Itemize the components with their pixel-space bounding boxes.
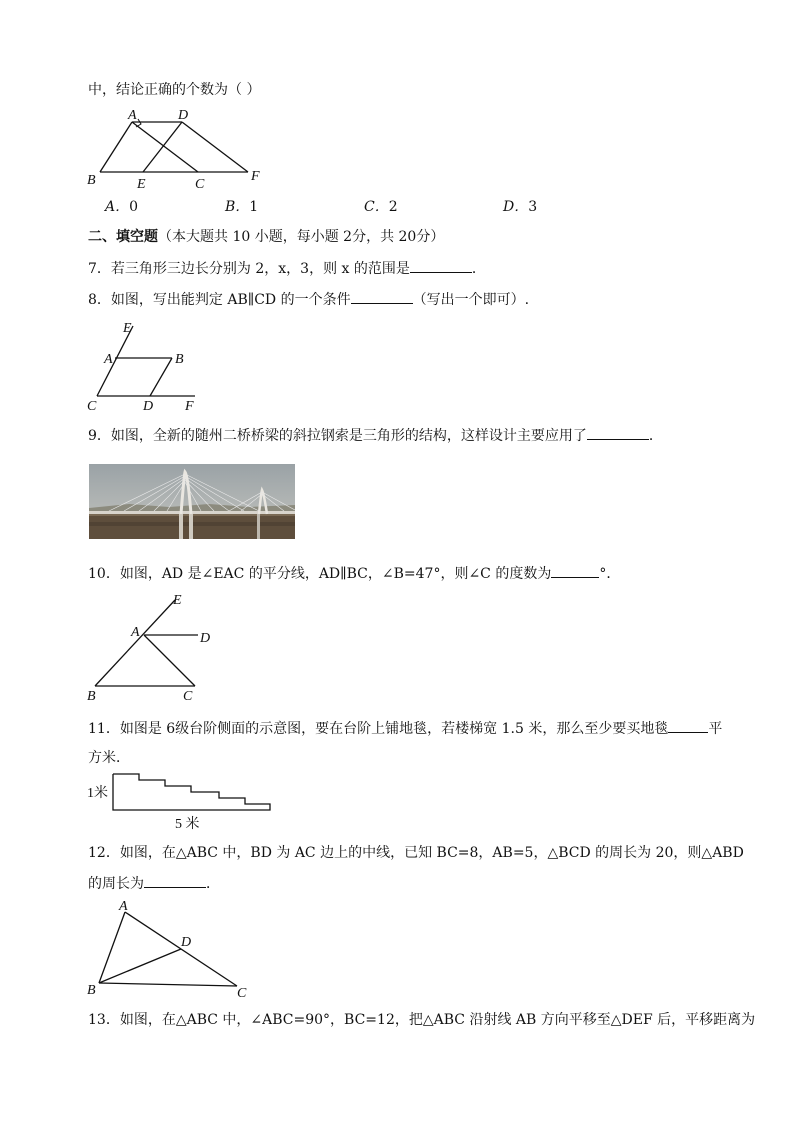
question-7: 7．若三角形三边长分别为 2，x，3，则 x 的范围是 ． (88, 258, 486, 279)
q12-label-c: C (237, 986, 247, 1001)
q8-label-c: C (87, 399, 97, 414)
q12-answer-blank[interactable] (144, 873, 206, 888)
q6-label-c: C (195, 177, 205, 192)
question-11-line1: 11．如图是 6级台阶侧面的示意图，要在台阶上铺地毯，若楼梯宽 1.5 米，那么至少要买地毯 平 (88, 718, 722, 739)
q10-label-d: D (200, 631, 211, 646)
q8-label-f: F (185, 399, 194, 414)
q6-label-a: A (128, 108, 137, 123)
q8-label-a: A (104, 352, 113, 367)
q8-figure (85, 318, 215, 413)
q12-label-d: D (181, 935, 192, 950)
q7-answer-blank[interactable] (410, 258, 472, 273)
q12-label-b: B (87, 983, 96, 998)
q6-figure (85, 104, 270, 194)
q12-figure (85, 898, 260, 1000)
q12-label-a: A (119, 899, 128, 914)
q6-option-d: D．3 (503, 199, 538, 215)
q8-label-e: E (123, 321, 132, 336)
question-10: 10．如图，AD 是∠EAC 的平分线，AD∥BC，∠B=47°，则∠C 的度数为 °． (88, 563, 620, 584)
question-11-line2: 方米． (88, 750, 130, 766)
q11-answer-blank[interactable] (668, 718, 708, 733)
q11-height-label: 1米 (87, 786, 108, 801)
q10-answer-blank[interactable] (551, 563, 599, 578)
q6-label-d: D (178, 108, 189, 123)
q10-label-a: A (131, 625, 140, 640)
question-8: 8．如图，写出能判定 AB∥CD 的一个条件 （写出一个即可）. (88, 289, 529, 310)
bridge-photo (89, 464, 295, 539)
q6-label-e: E (137, 177, 146, 192)
q6-option-b: B．1 (225, 199, 259, 215)
q11-width-label: 5 米 (175, 817, 200, 832)
section-heading: 二、填空题（本大题共 10 小题，每小题 2分，共 20分） (88, 229, 445, 245)
q6-label-f: F (251, 169, 260, 184)
q8-label-b: B (175, 352, 184, 367)
question-12-line2: 的周长为 ． (88, 873, 220, 894)
q10-label-c: C (183, 689, 193, 704)
q10-figure (85, 588, 225, 704)
q9-answer-blank[interactable] (587, 425, 649, 440)
q6-label-b: B (87, 173, 96, 188)
q6-option-a: A．0 (105, 199, 139, 215)
question-13: 13．如图，在△ABC 中，∠ABC=90°，BC=12，把△ABC 沿射线 AB 方向平移至△DEF 后，平移距离为 (88, 1012, 756, 1028)
q6-option-c: C．2 (364, 199, 398, 215)
q8-answer-blank[interactable] (351, 289, 413, 304)
q6-stem-tail: 中，结论正确的个数为（ ） (88, 82, 261, 98)
q8-label-d: D (143, 399, 154, 414)
question-9: 9．如图，全新的随州二桥桥梁的斜拉钢索是三角形的结构，这样设计主要应用了 ． (88, 425, 663, 446)
q10-label-b: B (87, 689, 96, 704)
q10-label-e: E (173, 593, 182, 608)
question-12-line1: 12．如图，在△ABC 中，BD 为 AC 边上的中线，已知 BC=8，AB=5，△BCD 的周长为 20，则△ABD (88, 845, 744, 861)
q11-figure (85, 770, 280, 832)
